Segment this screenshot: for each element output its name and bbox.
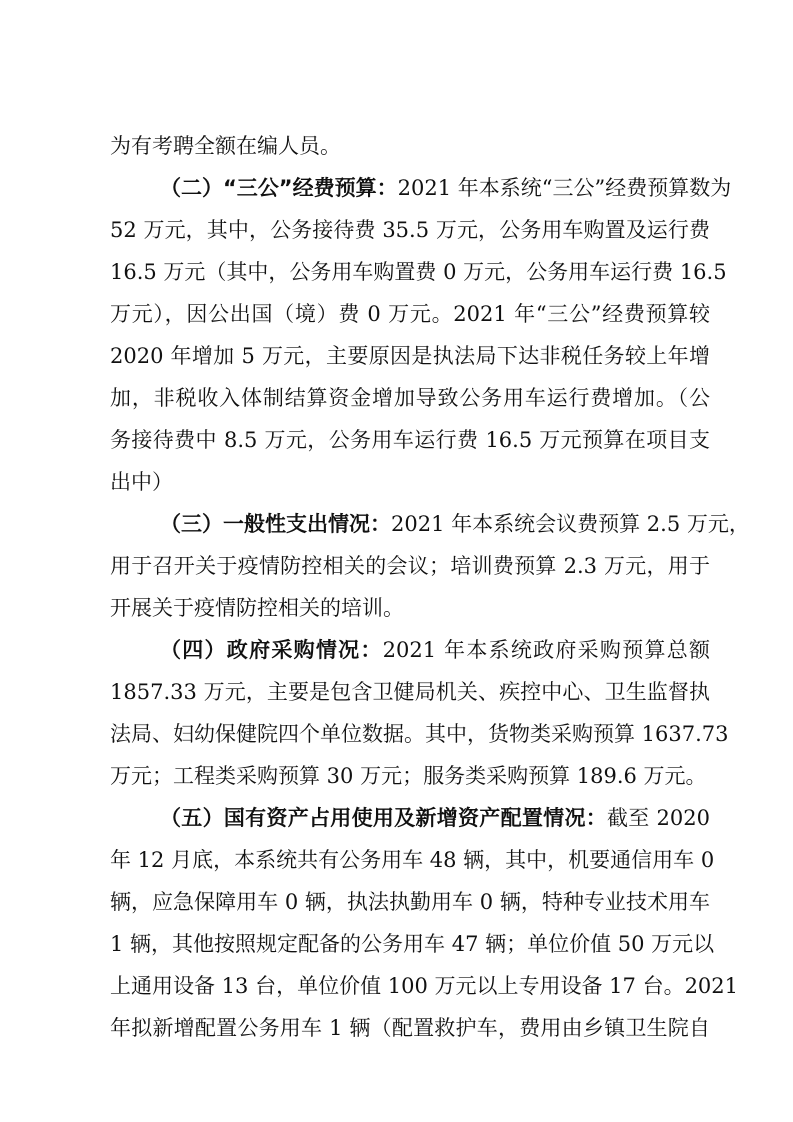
text-line: 用于召开关于疫情防控相关的会议；培训费预算 2.3 万元，用于 <box>110 554 710 578</box>
text-line: 1857.33 万元，主要是包含卫健局机关、疾控中心、卫生监督执 <box>110 680 710 704</box>
text-line: 为有考聘全额在编人员。 <box>110 134 341 158</box>
paragraph-heading-line: （四）政府采购情况：2021 年本系统政府采购预算总额 <box>160 638 710 662</box>
paragraph-heading-line: （三）一般性支出情况：2021 年本系统会议费预算 2.5 万元， <box>160 512 750 536</box>
text-line: 1 辆，其他按照规定配备的公务用车 47 辆；单位价值 50 万元以 <box>110 932 715 956</box>
text-line: 年 12 月底，本系统共有公务用车 48 辆，其中，机要通信用车 0 <box>110 848 715 872</box>
text-line: 上通用设备 13 台，单位价值 100 万元以上专用设备 17 台。2021 <box>110 974 739 998</box>
text-line: 年拟新增配置公务用车 1 辆（配置救护车，费用由乡镇卫生院自 <box>110 1016 710 1040</box>
text-line: 万元），因公出国（境）费 0 万元。2021 年“三公”经费预算较 <box>110 302 710 326</box>
text-line: 16.5 万元（其中，公务用车购置费 0 万元，公务用车运行费 16.5 <box>110 260 727 284</box>
text-line: 开展关于疫情防控相关的培训。 <box>110 596 404 620</box>
section-heading-procurement: （四）政府采购情况： <box>160 638 383 662</box>
text-line: 法局、妇幼保健院四个单位数据。其中，货物类采购预算 1637.73 <box>110 722 729 746</box>
text-line: 万元；工程类采购预算 30 万元；服务类采购预算 189.6 万元。 <box>110 764 707 788</box>
text-line: 出中） <box>110 470 173 494</box>
paragraph-heading-line: （二）“三公”经费预算：2021 年本系统“三公”经费预算数为 <box>160 176 732 200</box>
text-line: 辆，应急保障用车 0 辆，执法执勤用车 0 辆，特种专业技术用车 <box>110 890 710 914</box>
section-heading-sangong: （二）“三公”经费预算： <box>160 176 398 200</box>
section-heading-state-assets: （五）国有资产占用使用及新增资产配置情况： <box>160 806 608 830</box>
section-heading-general-expense: （三）一般性支出情况： <box>160 512 391 536</box>
text-line: 52 万元，其中，公务接待费 35.5 万元，公务用车购置及运行费 <box>110 218 710 242</box>
text-line: 务接待费中 8.5 万元，公务用车运行费 16.5 万元预算在项目支 <box>110 428 710 452</box>
text-line: 加，非税收入体制结算资金增加导致公务用车运行费增加。（公 <box>110 386 710 410</box>
text-line: 2020 年增加 5 万元，主要原因是执法局下达非税任务较上年增 <box>110 344 710 368</box>
paragraph-heading-line: （五）国有资产占用使用及新增资产配置情况：截至 2020 <box>160 806 710 830</box>
